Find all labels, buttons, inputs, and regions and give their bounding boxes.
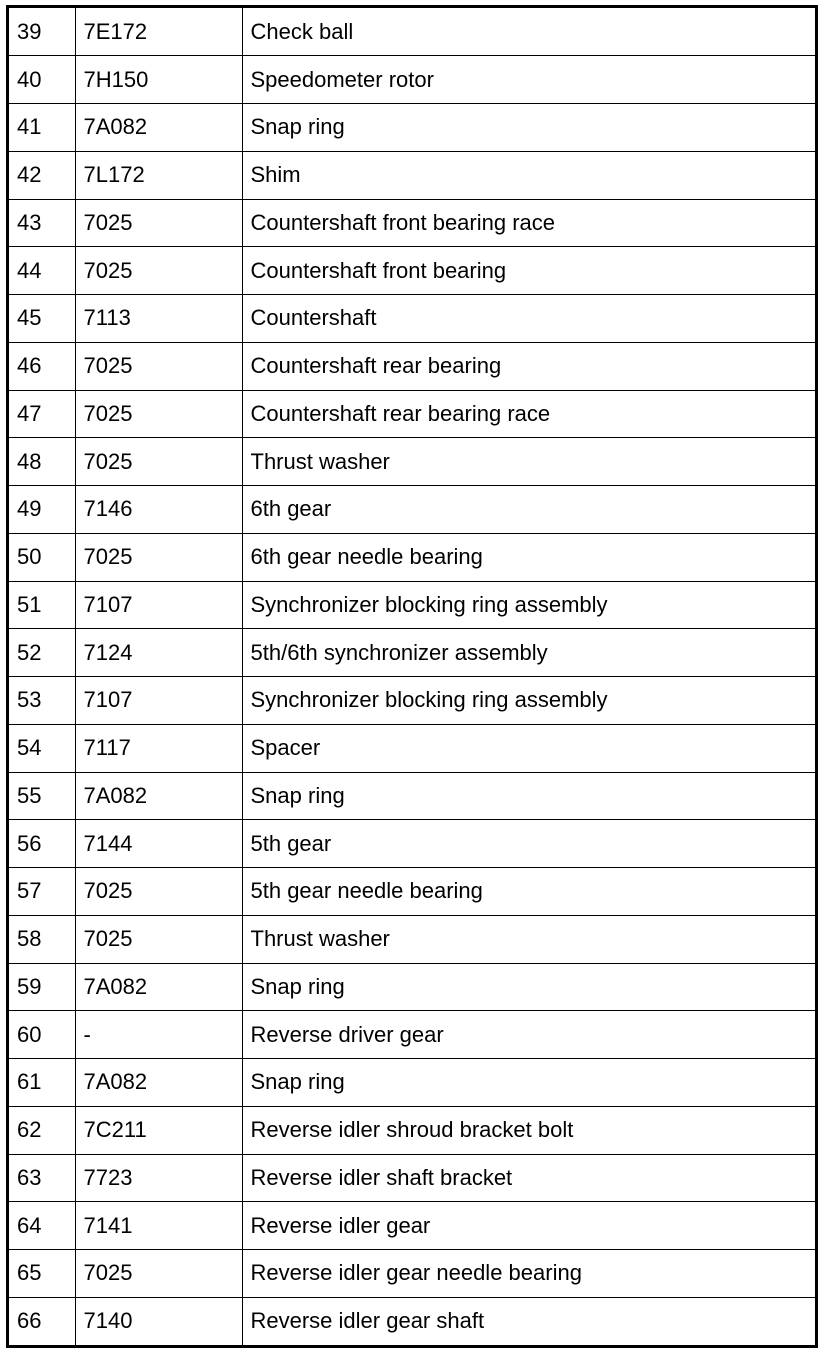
item-number: 54 xyxy=(9,724,75,772)
table-row xyxy=(9,820,815,868)
part-number: 7140 xyxy=(75,1297,242,1345)
item-number: 53 xyxy=(9,677,75,725)
table-row xyxy=(9,56,815,104)
item-number: 60 xyxy=(9,1011,75,1059)
part-number: 7025 xyxy=(75,533,242,581)
part-number: 7025 xyxy=(75,390,242,438)
item-number: 56 xyxy=(9,820,75,868)
table-row xyxy=(9,868,815,916)
part-number: 7L172 xyxy=(75,151,242,199)
table-row xyxy=(9,486,815,534)
part-number: 7025 xyxy=(75,438,242,486)
table-row xyxy=(9,1011,815,1059)
part-number: 7141 xyxy=(75,1202,242,1250)
table-row xyxy=(9,1059,815,1107)
table-row xyxy=(9,1250,815,1298)
table-row xyxy=(9,390,815,438)
item-number: 55 xyxy=(9,772,75,820)
part-description: Reverse idler gear xyxy=(242,1202,815,1250)
part-description: Speedometer rotor xyxy=(242,56,815,104)
part-number: 7144 xyxy=(75,820,242,868)
part-number: - xyxy=(75,1011,242,1059)
part-description: Reverse idler gear needle bearing xyxy=(242,1250,815,1298)
table-row xyxy=(9,1106,815,1154)
part-number: 7A082 xyxy=(75,104,242,152)
table-row xyxy=(9,438,815,486)
part-number: 7H150 xyxy=(75,56,242,104)
item-number: 48 xyxy=(9,438,75,486)
item-number: 40 xyxy=(9,56,75,104)
table-row xyxy=(9,772,815,820)
part-description: Snap ring xyxy=(242,963,815,1011)
item-number: 42 xyxy=(9,151,75,199)
part-description: Snap ring xyxy=(242,104,815,152)
table-row xyxy=(9,1202,815,1250)
table-row xyxy=(9,1297,815,1345)
part-description: Spacer xyxy=(242,724,815,772)
table-row xyxy=(9,915,815,963)
item-number: 63 xyxy=(9,1154,75,1202)
item-number: 59 xyxy=(9,963,75,1011)
item-number: 58 xyxy=(9,915,75,963)
part-description: Thrust washer xyxy=(242,915,815,963)
item-number: 49 xyxy=(9,486,75,534)
table-row xyxy=(9,533,815,581)
part-number: 7113 xyxy=(75,295,242,343)
item-number: 46 xyxy=(9,342,75,390)
table-row xyxy=(9,1154,815,1202)
part-description: Countershaft front bearing race xyxy=(242,199,815,247)
item-number: 50 xyxy=(9,533,75,581)
part-description: 6th gear needle bearing xyxy=(242,533,815,581)
part-number: 7C211 xyxy=(75,1106,242,1154)
table-row xyxy=(9,724,815,772)
part-number: 7A082 xyxy=(75,963,242,1011)
table-row xyxy=(9,151,815,199)
item-number: 47 xyxy=(9,390,75,438)
part-number: 7A082 xyxy=(75,1059,242,1107)
table-row xyxy=(9,8,815,56)
table-row xyxy=(9,629,815,677)
part-description: 5th gear xyxy=(242,820,815,868)
item-number: 43 xyxy=(9,199,75,247)
part-description: Reverse driver gear xyxy=(242,1011,815,1059)
table-row xyxy=(9,295,815,343)
part-description: Countershaft rear bearing race xyxy=(242,390,815,438)
part-description: 6th gear xyxy=(242,486,815,534)
item-number: 39 xyxy=(9,8,75,56)
part-number: 7A082 xyxy=(75,772,242,820)
part-number: 7025 xyxy=(75,199,242,247)
parts-table-frame xyxy=(6,5,818,1348)
part-description: 5th gear needle bearing xyxy=(242,868,815,916)
part-number: 7117 xyxy=(75,724,242,772)
part-description: Countershaft rear bearing xyxy=(242,342,815,390)
item-number: 44 xyxy=(9,247,75,295)
part-number: 7107 xyxy=(75,581,242,629)
part-description: Synchronizer blocking ring assembly xyxy=(242,581,815,629)
item-number: 62 xyxy=(9,1106,75,1154)
part-number: 7124 xyxy=(75,629,242,677)
part-description: Reverse idler shaft bracket xyxy=(242,1154,815,1202)
part-number: 7025 xyxy=(75,342,242,390)
item-number: 51 xyxy=(9,581,75,629)
item-number: 61 xyxy=(9,1059,75,1107)
part-number: 7E172 xyxy=(75,8,242,56)
part-description: Reverse idler shroud bracket bolt xyxy=(242,1106,815,1154)
part-description: Shim xyxy=(242,151,815,199)
item-number: 41 xyxy=(9,104,75,152)
part-description: Synchronizer blocking ring assembly xyxy=(242,677,815,725)
item-number: 57 xyxy=(9,868,75,916)
item-number: 52 xyxy=(9,629,75,677)
part-number: 7025 xyxy=(75,915,242,963)
part-description: Thrust washer xyxy=(242,438,815,486)
parts-table xyxy=(9,8,815,1345)
table-row xyxy=(9,342,815,390)
part-number: 7025 xyxy=(75,1250,242,1298)
table-row xyxy=(9,104,815,152)
table-row xyxy=(9,247,815,295)
part-description: Countershaft front bearing xyxy=(242,247,815,295)
part-description: Check ball xyxy=(242,8,815,56)
item-number: 66 xyxy=(9,1297,75,1345)
part-description: Countershaft xyxy=(242,295,815,343)
part-number: 7025 xyxy=(75,868,242,916)
item-number: 45 xyxy=(9,295,75,343)
table-row xyxy=(9,199,815,247)
part-description: Snap ring xyxy=(242,1059,815,1107)
part-number: 7723 xyxy=(75,1154,242,1202)
part-description: 5th/6th synchronizer assembly xyxy=(242,629,815,677)
part-number: 7146 xyxy=(75,486,242,534)
part-number: 7107 xyxy=(75,677,242,725)
table-row xyxy=(9,677,815,725)
part-description: Snap ring xyxy=(242,772,815,820)
part-number: 7025 xyxy=(75,247,242,295)
table-row xyxy=(9,963,815,1011)
item-number: 64 xyxy=(9,1202,75,1250)
item-number: 65 xyxy=(9,1250,75,1298)
table-row xyxy=(9,581,815,629)
part-description: Reverse idler gear shaft xyxy=(242,1297,815,1345)
